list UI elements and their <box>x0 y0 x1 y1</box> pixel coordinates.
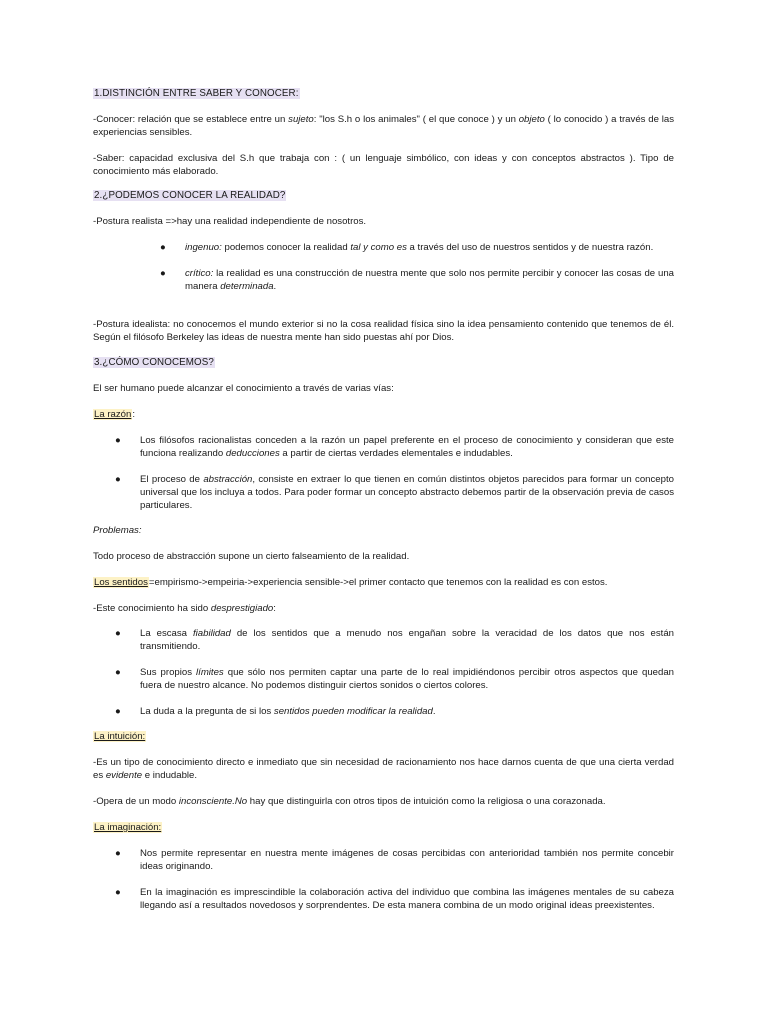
list-item: ● Sus propios límites que sólo nos permiten captar una parte de lo real impidiéndonos percibir otros aspectos que quedan fuera de nuestro alcance. No podemos distinguir ciertos sonidos o ciertos colores. <box>115 667 674 691</box>
list-item: ● ingenuo: podemos conocer la realidad tal y como es a través del uso de nuestros sentidos y de nuestra razón. <box>160 242 654 253</box>
problemas-label: Problemas: <box>93 525 142 536</box>
bullet-icon: ● <box>115 706 121 717</box>
bullet-icon: ● <box>115 628 121 639</box>
realista-paragraph: -Postura realista =>hay una realidad independiente de nosotros. <box>93 216 367 227</box>
problemas-paragraph: Todo proceso de abstracción supone un cierto falseamiento de la realidad. <box>93 551 410 562</box>
bullet-icon: ● <box>115 848 121 859</box>
bullet-icon: ● <box>115 435 121 446</box>
list-item: ● En la imaginación es imprescindible la colaboración activa del individuo que combina las imágenes mentales de su cabeza llegando así a resultados novedosos y sorprendentes. De esta manera combina de un modo original ideas preexistentes. <box>115 887 674 911</box>
section-2-heading: 2.¿PODEMOS CONOCER LA REALIDAD? <box>94 190 286 201</box>
conocer-paragraph: -Conocer: relación que se establece entre un sujeto: "los S.h o los animales" ( el que conoce ) y un objeto ( lo conocido ) a través de las experiencias sensibles. <box>93 114 675 138</box>
section-1-heading: 1.DISTINCIÓN ENTRE SABER Y CONOCER: <box>94 88 299 99</box>
saber-paragraph: -Saber: capacidad exclusiva del S.h que trabaja con : ( un lenguaje simbólico, con ideas y con conceptos abstractos ). Tipo de conocimiento más elaborado. <box>93 153 674 177</box>
list-item: ● La escasa fiabilidad de los sentidos que a menudo nos engañan sobre la veracidad de los datos que nos están transmitiendo. <box>115 628 674 652</box>
desprestigiado-paragraph: -Este conocimiento ha sido desprestigiado: <box>93 603 276 614</box>
realista-list <box>160 241 674 306</box>
list-item: ● La duda a la pregunta de si los sentidos pueden modificar la realidad. <box>115 706 436 717</box>
bullet-icon: ● <box>115 887 121 898</box>
razon-subheading: La razón: <box>94 409 136 420</box>
imaginacion-subheading: La imaginación: <box>94 822 162 833</box>
sentidos-list <box>115 627 674 731</box>
bullet-icon: ● <box>115 474 121 485</box>
idealista-paragraph: -Postura idealista: no conocemos el mundo exterior si no la cosa realidad física sino la idea pensamiento contenido que tenemos de él. Según el filósofo Berkeley las ideas de nuestra mente han sido puestas ahí por Dios. <box>93 319 674 343</box>
intuicion-paragraph-2: -Opera de un modo inconsciente.No hay que distinguirla con otros tipos de intuición como la religiosa o una corazonada. <box>93 796 606 807</box>
intuicion-paragraph-1: -Es un tipo de conocimiento directo e inmediato que sin necesidad de racionamiento nos hace darnos cuenta de que una cierta verdad es evidente e indudable. <box>93 757 674 781</box>
intuicion-subheading: La intuición: <box>94 731 146 742</box>
bullet-icon: ● <box>160 242 166 253</box>
list-item: ● crítico: la realidad es una construcción de nuestra mente que solo nos permite percibir y conocer las cosas de una manera determinada. <box>160 268 674 292</box>
list-item: ● Nos permite representar en nuestra mente imágenes de cosas percibidas con anterioridad también nos permite concebir ideas originando. <box>115 848 674 872</box>
imaginacion-list <box>115 847 674 925</box>
list-item: ● El proceso de abstracción, consiste en extraer lo que tienen en común distintos objetos parecidos para formar un concepto universal que los incluya a todos. Para poder formar un concepto abstracto debemos partir de la observación previa de casos particulares. <box>115 474 674 511</box>
bullet-icon: ● <box>160 268 166 279</box>
bullet-icon: ● <box>115 667 121 678</box>
sentidos-paragraph: Los sentidos=empirismo->empeiria->experiencia sensible->el primer contacto que tenemos con la realidad es con estos. <box>94 577 608 588</box>
list-item: ● Los filósofos racionalistas conceden a la razón un papel preferente en el proceso de conocimiento y consideran que este funciona realizando deducciones a partir de ciertas verdades elementales e indudables. <box>115 435 674 459</box>
intro-paragraph: El ser humano puede alcanzar el conocimiento a través de varias vías: <box>93 383 394 394</box>
razon-list <box>115 434 674 525</box>
section-3-heading: 3.¿CÓMO CONOCEMOS? <box>94 357 214 368</box>
